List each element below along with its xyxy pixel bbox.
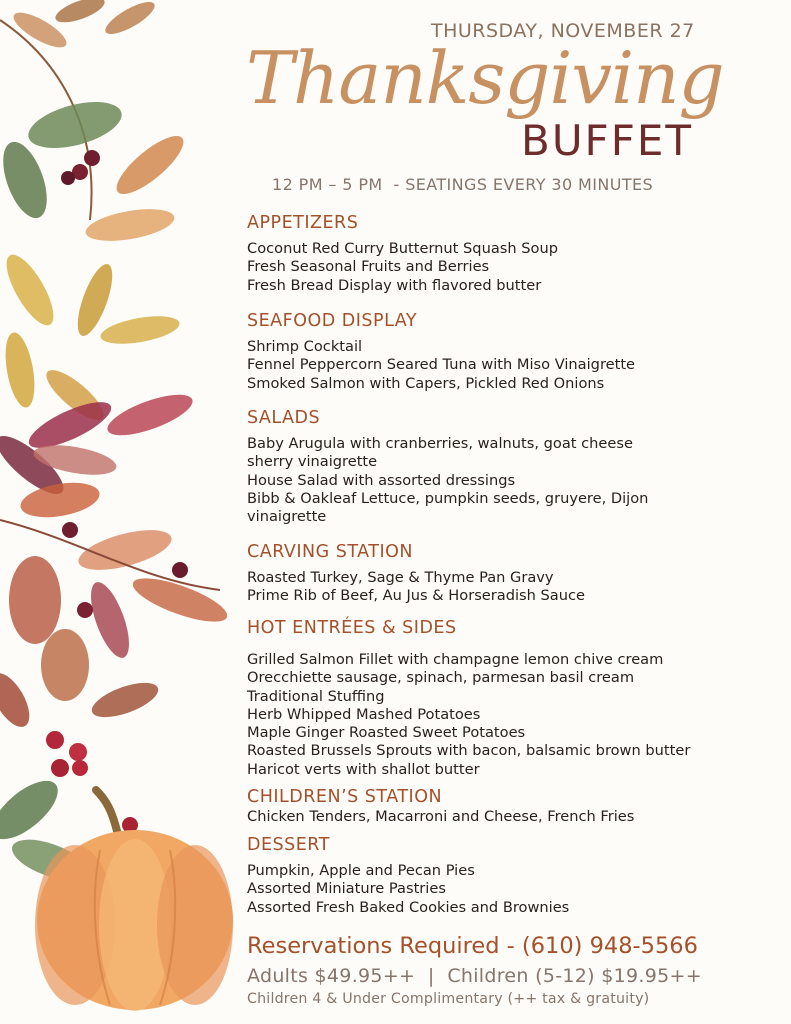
menu-item: Coconut Red Curry Butternut Squash Soup (247, 240, 558, 257)
menu-item: Orecchiette sausage, spinach, parmesan basil cream (247, 669, 635, 687)
autumn-foliage-illustration (0, 0, 260, 1024)
section-childrens-station (247, 786, 634, 826)
section-title: DESSERT (247, 835, 330, 855)
menu-item: Maple Ginger Roasted Sweet Potatoes (247, 724, 526, 742)
menu-item: House Salad with assorted dressings (247, 471, 516, 489)
menu-item: Fresh Seasonal Fruits and Berries (247, 258, 490, 276)
section-carving-station (247, 541, 585, 606)
pricing-note: Children 4 & Under Complimentary (++ tax & gratuity) (247, 991, 650, 1007)
menu-item: Prime Rib of Beef, Au Jus & Horseradish Sauce (247, 587, 586, 605)
menu-item: Haricot verts with shallot butter (247, 760, 480, 778)
menu-item: Fresh Bread Display with flavored butter (247, 276, 542, 294)
title-main: BUFFET (521, 116, 694, 165)
menu-item: Pumpkin, Apple and Pecan Pies (247, 862, 475, 879)
section-hot-entrees-sides (247, 617, 690, 779)
section-title: APPETIZERS (247, 213, 359, 233)
section-title: CHILDREN’S STATION (247, 787, 443, 807)
section-seafood-display (247, 310, 635, 393)
section-dessert (247, 834, 569, 917)
pricing-line: Adults $49.95++ | Children (5-12) $19.95++ (247, 965, 702, 987)
section-title: SEAFOOD DISPLAY (247, 311, 418, 331)
menu-item: Roasted Turkey, Sage & Thyme Pan Gravy (247, 569, 554, 586)
menu-item: Baby Arugula with cranberries, walnuts, goat cheese (247, 435, 633, 452)
menu-item: vinaigrette (247, 508, 327, 526)
event-hours: 12 PM – 5 PM - SEATINGS EVERY 30 MINUTES (272, 175, 654, 194)
menu-item: Smoked Salmon with Capers, Pickled Red Onions (247, 374, 605, 392)
event-date: THURSDAY, NOVEMBER 27 (431, 20, 695, 42)
section-title: HOT ENTRÉES & SIDES (247, 618, 457, 638)
section-title: SALADS (247, 408, 321, 428)
menu-item: Fennel Peppercorn Seared Tuna with Miso Vinaigrette (247, 356, 636, 374)
menu-item: Shrimp Cocktail (247, 338, 363, 355)
autumn-leaves-icon (0, 0, 232, 889)
menu-item: sherry vinaigrette (247, 453, 378, 471)
section-appetizers (247, 212, 558, 295)
menu-item: Herb Whipped Mashed Potatoes (247, 705, 481, 723)
menu-item: Assorted Fresh Baked Cookies and Brownies (247, 898, 570, 916)
menu-item: Chicken Tenders, Macarroni and Cheese, French Fries (247, 808, 635, 825)
title-script: Thanksgiving (246, 36, 724, 120)
section-title: CARVING STATION (247, 542, 414, 562)
menu-item: Grilled Salmon Fillet with champagne lemon chive cream (247, 651, 664, 668)
menu-item: Roasted Brussels Sprouts with bacon, balsamic brown butter (247, 742, 691, 760)
reservations-line: Reservations Required - (610) 948-5566 (247, 933, 698, 959)
menu-item: Traditional Stuffing (247, 687, 385, 705)
section-salads (247, 407, 648, 526)
menu-item: Assorted Miniature Pastries (247, 880, 446, 898)
menu-item: Bibb & Oakleaf Lettuce, pumpkin seeds, gruyere, Dijon (247, 489, 649, 507)
